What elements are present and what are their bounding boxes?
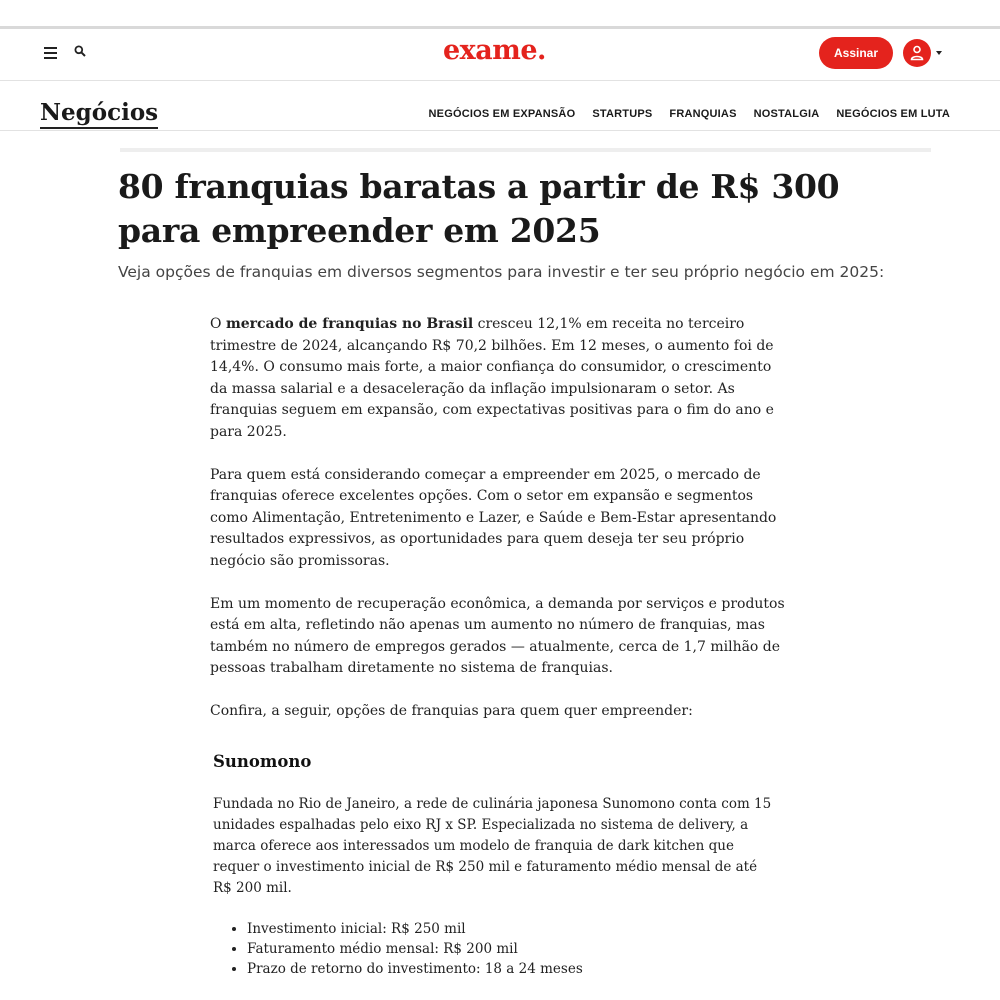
nav-franquias[interactable]: FRANQUIAS — [669, 108, 737, 120]
paragraph-1 — [210, 314, 790, 443]
paragraph-1-text: cresceu 12,1% em receita no terceiro trimestre de 2024, alcançando R$ 70,2 bilhões. Em 12 meses, o aumento foi de 14,4%. O consumo mais forte, a maior confiança do consumidor, o crescimento da massa salarial e a desaceleração da inflação impulsionaram o setor. As franquias seguem em expansão, com expectativas positivas para o fim do ano e para 2025. — [210, 316, 774, 440]
search-icon[interactable] — [74, 44, 88, 58]
list-item: • Prazo de retorno do investimento: 18 a 24 meses — [247, 959, 773, 979]
section-title[interactable]: Negócios — [40, 99, 158, 129]
section-nav — [429, 108, 950, 120]
franchise-description: Fundada no Rio de Janeiro, a rede de culinária japonesa Sunomono conta com 15 unidades espalhadas pelo eixo RJ x SP. Especializada no sistema de delivery, a marca oferece aos interessados um modelo de franquia de dark kitchen que requer o investimento inicial de R$ 250 mil e faturamento médio mensal de até R$ 200 mil. — [213, 796, 772, 896]
nav-startups[interactable]: STARTUPS — [592, 108, 653, 120]
paragraph-2: Para quem está considerando começar a empreender em 2025, o mercado de franquias oferece excelentes opções. Com o setor em expansão e segmentos como Alimentação, Entretenimento e Lazer, e Saúde e Bem-Estar apresentando resultados expressivos, as oportunidades para quem deseja ter seu próprio negócio são promissoras. — [210, 466, 777, 569]
exame-logo[interactable]: exame. — [443, 35, 546, 66]
user-icon[interactable] — [903, 39, 931, 67]
section-bar — [0, 81, 1000, 131]
nav-negocios-em-luta[interactable]: NEGÓCIOS EM LUTA — [836, 108, 950, 120]
nav-negocios-em-expansao[interactable]: NEGÓCIOS EM EXPANSÃO — [428, 108, 576, 120]
list-item: • Faturamento médio mensal: R$ 200 mil — [247, 939, 773, 959]
list-item: • Investimento inicial: R$ 250 mil — [247, 919, 773, 939]
article-title: 80 franquias baratas a partir de R$ 300 para empreender em 2025 — [118, 167, 840, 250]
nav-nostalgia[interactable]: NOSTALGIA — [753, 108, 820, 120]
chevron-down-icon[interactable] — [936, 51, 942, 55]
paragraph-1-lead: O — [210, 316, 226, 332]
franchise-section — [213, 750, 773, 979]
paragraph-3: Em um momento de recuperação econômica, a demanda por serviços e produtos está em alta, refletindo não apenas um aumento no número de franquias, mas também no número de empregos gerados — atualmente, cerca de 1,7 milhão de pessoas trabalham diretamente no sistema de franquias. — [210, 595, 785, 676]
ad-placeholder-bar — [120, 148, 931, 152]
paragraph-4: Confira, a seguir, opções de franquias para quem quer empreender: — [210, 703, 693, 719]
site-header — [0, 29, 1000, 81]
subscribe-button[interactable]: Assinar — [819, 37, 893, 69]
franchise-facts-list — [213, 919, 773, 979]
franchise-heading: Sunomono — [213, 752, 312, 771]
article-body — [210, 314, 790, 744]
menu-icon[interactable] — [44, 47, 57, 59]
article-subtitle: Veja opções de franquias em diversos segmentos para investir e ter seu próprio negócio em 2025: — [118, 263, 885, 281]
franchise-market-link[interactable]: mercado de franquias no Brasil — [225, 316, 474, 332]
